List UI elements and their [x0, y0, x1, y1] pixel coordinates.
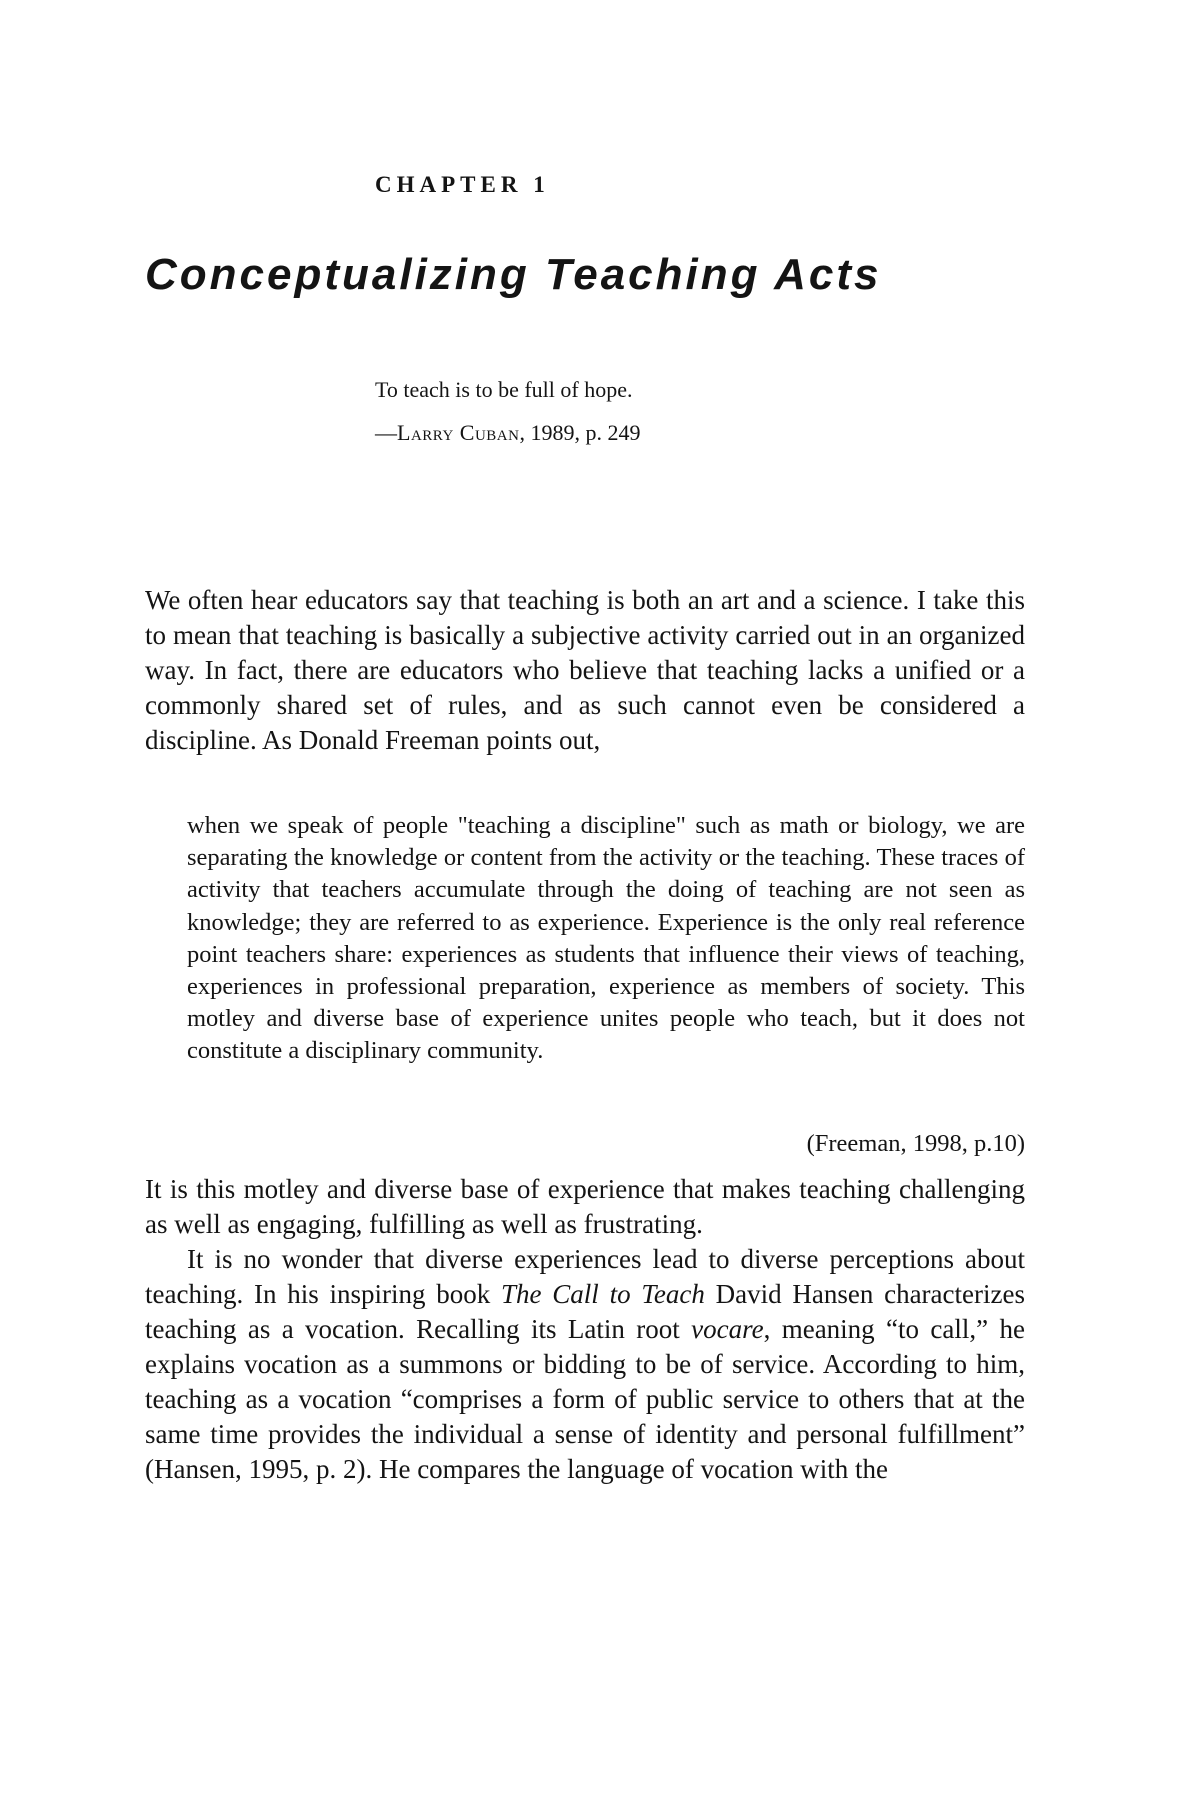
epigraph-attribution [375, 411, 875, 454]
paragraph-3-text-b: David Hansen characterizes teaching as a vocation. Recalling its Latin root [145, 1279, 1025, 1344]
paragraph-3-text-c: , meaning “to call,” he explains vocation as a summons or bidding to be of service. According to him, teaching as a vocation “comprises a form of public service to others that at the same time provides the individual a sense of identity and personal fulfillment” (Hansen, 1995, p. 2). He compares the language of vocation with the [145, 1314, 1025, 1484]
epigraph-author: Larry Cuban [397, 420, 520, 445]
epigraph-source: , 1989, p. 249 [519, 420, 641, 445]
paragraph-3 [145, 1242, 1025, 1487]
block-quote-citation: (Freeman, 1998, p.10) [806, 1130, 1025, 1157]
paragraph-1: We often hear educators say that teaching is both an art and a science. I take this to mean that teaching is basically a subjective activity carried out in an organized way. In fact, there are educators who believe that teaching lacks a unified or a commonly shared set of rules, and as such cannot even be considered a discipline. As Donald Freeman points out, [145, 585, 1025, 755]
paragraph-2: It is this motley and diverse base of experience that makes teaching challenging as well as engaging, fulfilling as well as frustrating. [145, 1174, 1025, 1239]
book-title: The Call to Teach [501, 1279, 705, 1309]
block-quote: when we speak of people "teaching a discipline" such as math or biology, we are separating the knowledge or content from the activity or the teaching. These traces of activity that teachers accumulate through the doing of teaching are not seen as knowledge; they are referred to as experience. Experience is the only real reference point teachers share: experiences as students that influence their views of teaching, experiences in professional preparation, experience as members of society. This motley and diverse base of experience unites people who teach, but it does not constitute a disciplinary community. [187, 812, 1025, 1065]
latin-word: vocare [691, 1314, 764, 1344]
epigraph-quote: To teach is to be full of hope. [375, 377, 633, 402]
paragraph-3-text-a: It is no wonder that diverse experiences lead to diverse perceptions about teaching. In his inspiring book [145, 1244, 1025, 1309]
epigraph-dash: — [375, 420, 397, 445]
chapter-label: CHAPTER 1 [375, 172, 550, 197]
epigraph [375, 368, 875, 454]
chapter-title: Conceptualizing Teaching Acts [145, 250, 882, 299]
